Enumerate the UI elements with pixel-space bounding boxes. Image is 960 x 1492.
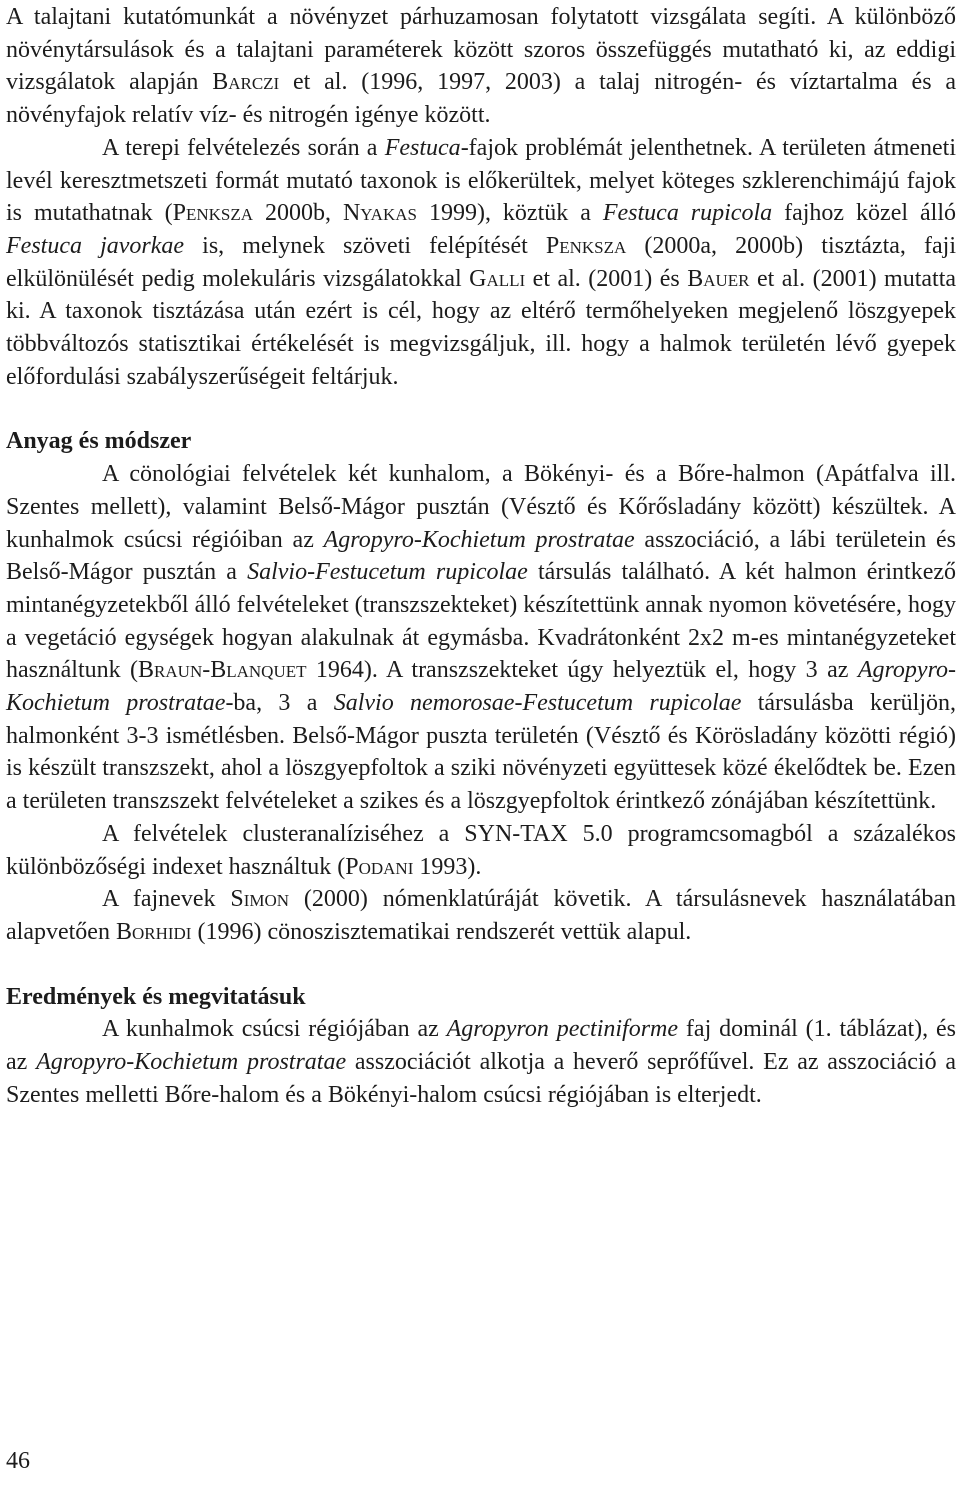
taxon-name: Festuca rupicola [602,200,773,227]
text-run: A terepi felvételezés során a [102,134,385,161]
text-run: A fajnevek [102,886,231,913]
text-run: fajhoz közel álló [772,200,956,227]
text-run: faj dominál (1. táblázat), és az [6,1016,957,1076]
taxon-name: Salvio nemorosae-Festucetum rupicolae [333,690,742,717]
methods-paragraph-3 [6,883,956,948]
taxon-name: Festuca [384,134,461,161]
taxon-name: Agropyro-Kochietum prostratae [36,1049,347,1076]
author-citation: Podani [345,853,414,880]
taxon-name: Agropyron pectiniforme [446,1016,679,1043]
author-citation: Braun-Blanquet [138,657,307,684]
text-run: (1996) cönoszisztematikai rendszerét vettük alapul. [191,918,692,945]
document-page [6,0,956,1112]
text-run: asszociáció, a lábi területein és Belső-Mágor pusztán a [6,526,956,586]
text-run: 1999), köztük a [416,200,603,227]
section-heading-results: Eredmények és megvitatásuk [6,983,306,1010]
author-citation: Penksza [545,232,627,259]
taxon-name: Agropyro-Kochietum prostratae [6,657,957,717]
text-run: 1964). A transzszekteket úgy helyeztük el, hogy 3 az [306,657,858,684]
text-run: et al. (2001) mutatta ki. A taxonok tisztázása után ezért is cél, hogy az eltérő termőhelyeken megjelenő löszgyepek többváltozós statisztikai értékelését is megvizsgáljuk, ill. hogy a halmok területén lévő gyepek előfordulási szabályszerűségeit feltárjuk. [6,265,957,390]
text-run: A felvételek clusteranalíziséhez a SYN-TAX 5.0 programcsomagból a százalékos különbözőségi indexet használtuk ( [6,820,956,880]
text-run: -fajok problémát jelenthetnek. A területen átmeneti levél keresztmetszeti formát mutató taxonok is előkerültek, melyet köteges szklerenchimájú fajok is mutathatnak ( [6,134,957,227]
intro-paragraph-2 [6,132,956,394]
text-run: társulásba kerüljön, halmonként 3-3 ismétlésben. Belső-Mágor puszta területén (Vésztő és Körösladány közötti régió) is készült transzszekt, ahol a löszgyepfoltok a sziki növényzeti együttesek közé ékelődtek be. Ezen a területen transzszekt felvételeket a szikes és a löszgyepfoltok érintkező zónájában készítettünk. [6,690,956,815]
author-citation: Nyakas [342,200,417,227]
text-run: A cönológiai felvételek két kunhalom, a Bökényi- és a Bőre-halmon (Apátfalva ill. Szentes mellett), valamint Belső-Mágor pusztán (Vésztő és Kőrősladány között) készültek. A kunhalmok csúcsi régióiban az [6,461,956,553]
text-run: 2000b, [253,200,343,227]
author-citation: Simon [230,886,290,913]
text-run: társulás található. A két halmon érintkező mintanégyzetekből álló felvételeket (transzszekteket) készítettünk annak nyomon követésére, hogy a vegetáció egységek hogyan alakulnak át egymásba. Kvadrátonként 2x2 m-es mintanégyzeteket használtunk ( [6,559,957,684]
text-run: (2000) nómenklatúráját követik. A társulásnevek használatában alapvetően [6,886,956,945]
text-run: (2000a, 2000b) tisztázta, faji elkülönülését pedig molekuláris vizsgálatokkal [6,232,956,292]
results-paragraph-1 [6,1013,956,1111]
text-run: -ba, 3 a [225,690,334,717]
text-run: asszociációt alkotja a heverő seprőfűvel. Ez az asszociáció a Szentes melletti Bőre-halom és a Bökényi-halom csúcsi régiójában is elterjedt. [6,1049,956,1108]
section-heading-methods: Anyag és módszer [6,428,192,455]
text-run: A kunhalmok csúcsi régiójában az [102,1016,447,1043]
methods-paragraph-1 [6,458,956,818]
text-run: is, melynek szöveti felépítését [184,232,546,259]
author-citation: Galli [469,265,526,292]
text-run: 1993). [413,853,482,880]
author-citation: Borhidi [115,918,192,945]
taxon-name: Festuca javorkae [6,232,185,259]
text-run: et al. (2001) és [525,265,688,292]
intro-paragraph-1 [6,1,956,132]
taxon-name: Salvio-Festucetum rupicolae [247,559,528,586]
text-run: A talajtani kutatómunkát a növényzet párhuzamosan folytatott vizsgálata segíti. A különböző növénytársulások és a talajtani paraméterek között szoros összefüggés mutatható ki, az eddigi vizsgálatok alapján [6,4,956,96]
page-number: 46 [6,1448,30,1474]
author-citation: Penksza [172,200,253,227]
text-run: et al. (1996, 1997, 2003) a talaj nitrogén- és víztartalma és a növényfajok relatív víz- és nitrogén igénye között. [6,69,956,129]
author-citation: Barczi [212,69,280,96]
taxon-name: Agropyro-Kochietum prostratae [323,526,635,553]
author-citation: Bauer [687,265,750,292]
methods-paragraph-2 [6,818,956,883]
